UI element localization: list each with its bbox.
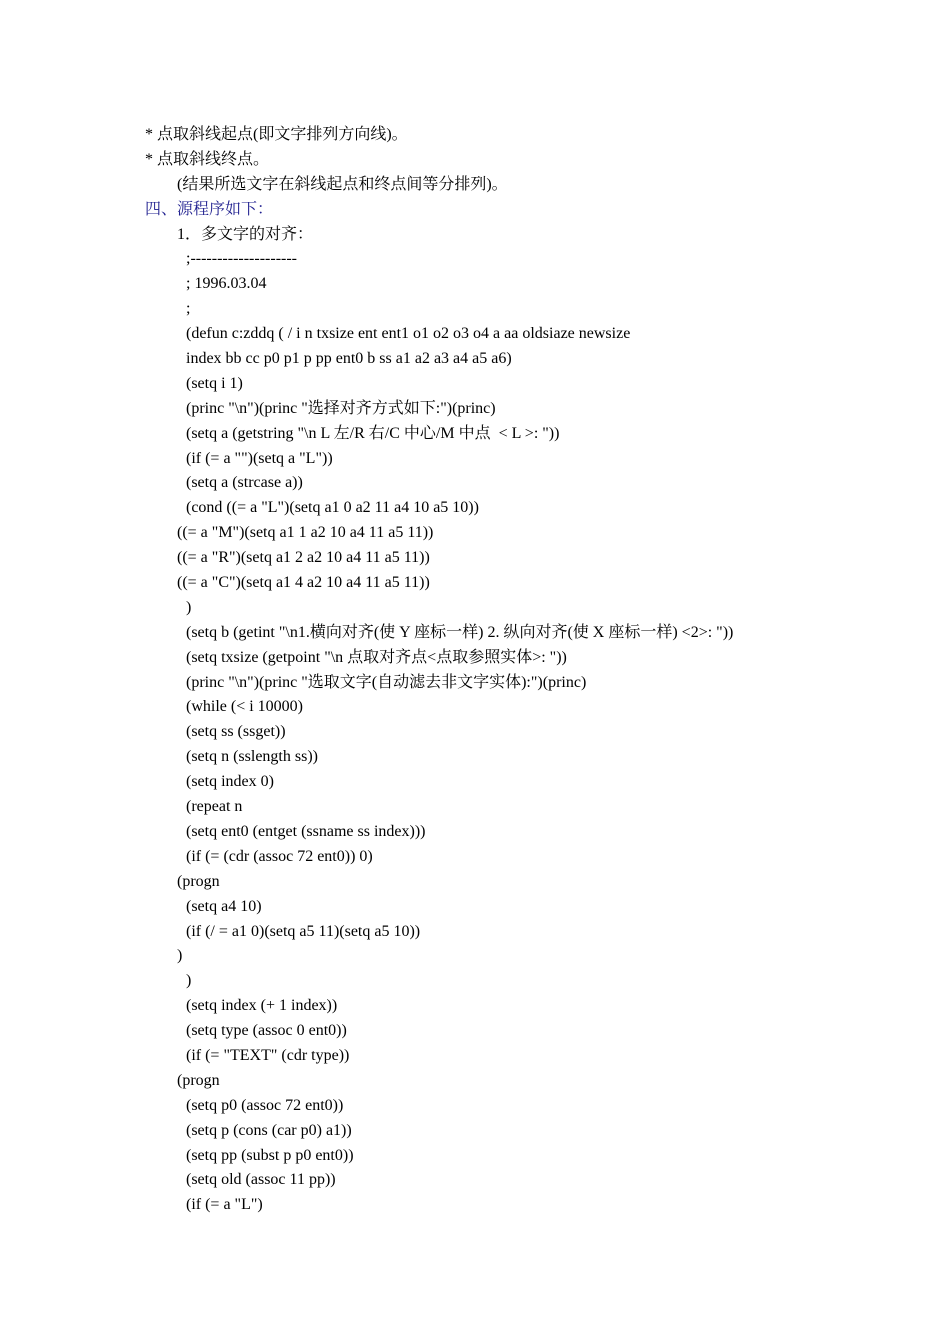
text-line: (cond ((= a "L")(setq a1 0 a2 11 a4 10 a5 10)): [186, 499, 479, 517]
text-line: 1．多文字的对齐：: [177, 225, 314, 243]
text-line: (setq a (strcase a)): [186, 474, 303, 492]
text-line: (setq i 1): [186, 374, 243, 392]
text-line: (setq a4 10): [186, 897, 262, 915]
document-page: [0, 123, 950, 1218]
text-line: (if (= (cdr (assoc 72 ent0)) 0): [186, 847, 373, 865]
text-line: (princ "\n")(princ "选择对齐方式如下:")(princ): [186, 399, 496, 417]
text-line: (setq ent0 (entget (ssname ss index))): [186, 822, 426, 840]
text-line: (while (< i 10000): [186, 698, 303, 716]
text-line: ): [186, 972, 192, 990]
section-heading: 四、源程序如下：: [145, 200, 274, 218]
text-line: (repeat n: [186, 798, 243, 816]
text-line: (if (/ = a1 0)(setq a5 11)(setq a5 10)): [186, 922, 421, 940]
text-line: ((= a "R")(setq a1 2 a2 10 a4 11 a5 11)): [177, 549, 430, 567]
text-line: (setq p (cons (car p0) a1)): [186, 1121, 352, 1139]
text-line: (if (= a "")(setq a "L")): [186, 449, 333, 467]
text-line: (defun c:zddq ( / i n txsize ent ent1 o1 o2 o3 o4 a aa oldsiaze newsize: [186, 325, 631, 343]
text-line: (setq index 0): [186, 773, 274, 791]
text-line: (progn: [177, 872, 220, 890]
text-line: (if (= a "L"): [186, 1196, 263, 1214]
text-line: ; 1996.03.04: [186, 275, 267, 293]
text-line: (setq index (+ 1 index)): [186, 997, 338, 1015]
text-line: (setq b (getint "\n1.横向对齐(使 Y 座标一样) 2. 纵向对齐(使 X 座标一样) <2>: ")): [186, 623, 734, 641]
text-line: (if (= "TEXT" (cdr type)): [186, 1046, 350, 1064]
text-line: * 点取斜线起点(即文字排列方向线)。: [145, 126, 408, 143]
text-line: (setq p0 (assoc 72 ent0)): [186, 1096, 344, 1114]
text-line: (progn: [177, 1071, 220, 1089]
text-line: (setq ss (ssget)): [186, 723, 286, 741]
text-line: ): [186, 598, 192, 616]
text-line: ;--------------------: [186, 250, 298, 268]
text-line: * 点取斜线终点。: [145, 150, 270, 168]
text-line: ): [177, 947, 183, 965]
text-line: index bb cc p0 p1 p pp ent0 b ss a1 a2 a3 a4 a5 a6): [186, 350, 512, 368]
text-line: (setq a (getstring "\n L 左/R 右/C 中心/M 中点 < L >: ")): [186, 424, 560, 442]
text-line: (setq type (assoc 0 ent0)): [186, 1022, 347, 1040]
text-line: (setq old (assoc 11 pp)): [186, 1171, 336, 1189]
text-line: (setq txsize (getpoint "\n 点取对齐点<点取参照实体>: ")): [186, 648, 567, 666]
text-line: ((= a "C")(setq a1 4 a2 10 a4 11 a5 11)): [177, 574, 430, 592]
text-line: (setq pp (subst p p0 ent0)): [186, 1146, 354, 1164]
text-line: (princ "\n")(princ "选取文字(自动滤去非文字实体):")(princ): [186, 673, 587, 691]
text-line: (结果所选文字在斜线起点和终点间等分排列)。: [177, 175, 508, 193]
text-line: (setq n (sslength ss)): [186, 748, 318, 766]
text-line: ;: [186, 300, 191, 318]
text-line: ((= a "M")(setq a1 1 a2 10 a4 11 a5 11)): [177, 524, 434, 542]
